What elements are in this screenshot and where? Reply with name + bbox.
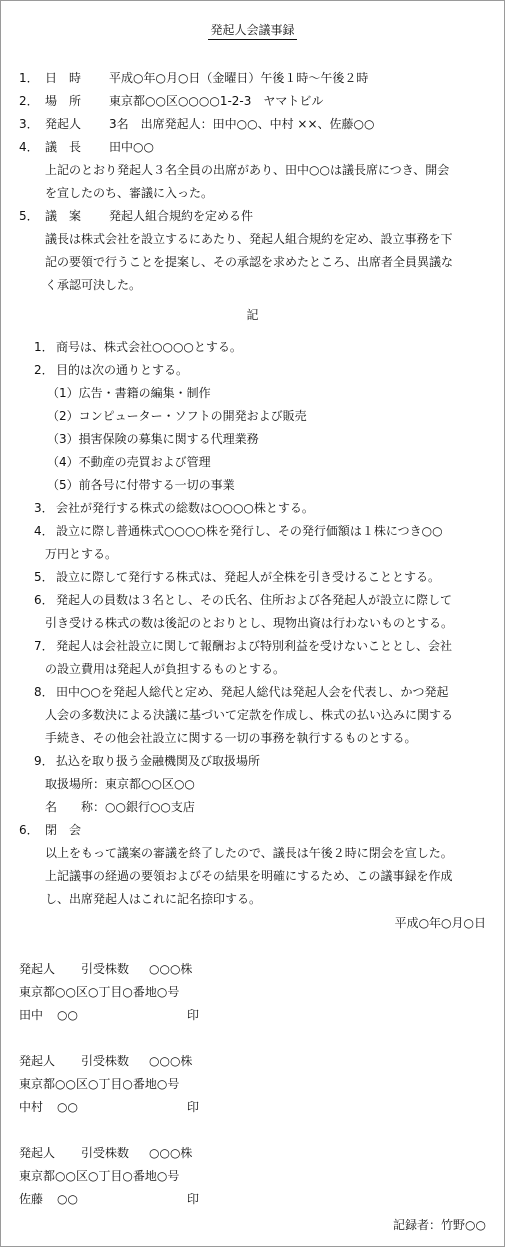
purpose-item: （4）不動産の売買および管理 <box>47 455 211 469</box>
bank-name: 名 称：○○銀行○○支店 <box>45 800 195 814</box>
signer-2-name-row: 中村 ○○ 印 <box>19 1096 209 1119</box>
closing-date: 平成○年○月○日 <box>394 916 486 930</box>
closing-text-line: 上記議事の経過の要領およびその結果を明確にするため、この議事録を作成 <box>45 869 453 883</box>
signer-2-address: 東京都○○区○丁目○番地○号 <box>19 1077 180 1091</box>
clause-8-cont: 人会の多数決による決議に基づいて定款を作成し、株式の払い込みに関する <box>45 708 454 722</box>
seal-mark: 印 <box>187 1192 200 1206</box>
bank-location: 取扱場所：東京都○○区○○ <box>45 777 195 791</box>
closing-text-line: 以上をもって議案の審議を終了したので、議長は午後２時に閉会を宣した。 <box>45 846 453 860</box>
signer-1-address: 東京都○○区○丁目○番地○号 <box>19 985 180 999</box>
document-page: 発起人会議事録 1． 日 時 平成○年○月○日（金曜日）午後１時～午後２時 2． 場 所 東京都○○区○○○○1-2-3 ヤマトビル 3． 発起人 3名 出席発起人：田中○○、中村 ××、佐藤○○ 4． 議 長 田中○○ 上記のとおり発起人３名全員の出席があり、田中○○は議長席につき、開会 を宣したのち、審議に入った。 5． 議 案 発起人組合規約を定める件 議長は株式会社を設立するにあたり、発起人組合規約を定め、設立事務を下 記の要領で行うことを提案し、その承認を求めたところ、出席者全員異議な く承認可決した。 記 1． 商号は、株式会社○○○○とする。 2． 目的は次の通りとする。 （1）広告・書籍の編集・制作 （2）コンピューター・ソフトの開発および販売 （3）損害保険の募集に関する代理業務 （4）不動産の売買および管理 （5）前各号に付帯する一切の事業 3． 会社が発行する株式の総数は○○○○株とする。 4． 設立に際し普通株式○○○○株を発行し、その発行価額は１株につき○○ 万円とする。 5． 設立に際して発行する株式は、発起人が全株を引き受けることとする。 6． 発起人の員数は３名とし、その氏名、住所および各発起人が設立に際して 引き受ける株式の数は後記のとおりとし、現物出資は行わないものとする。 7． 発起人は会社設立に関して報酬および特別利益を受けないこととし、会社 の設立費用は発起人が負担するものとする。 8． 田中○○を発起人総代と定め、発起人総代は発起人会を代表し、かつ発起 人会の多数決による決議に基づいて定款を作成し、株式の払い込みに関する 手続き、その他会社設立に関する一切の事務を執行するものとする。 9． 払込を取り扱う金融機関及び取扱場所 取扱場所：東京都○○区○○ 名 称：○○銀行○○支店 6． 閉 会 以上をもって議案の審議を終了したので、議長は午後２時に閉会を宣した。 上記議事の経過の要領およびその結果を明確にするため、この議事録を作成 し、出席発起人はこれに記名捺印する。 平成○年○月○日 発起人 引受株数 ○○○株 東京都○○区○丁目○番地○号 田中 ○○ 印 発起人 引受株数 ○○○株 東京都○○区○丁目○番地○号 中村 ○○ 印 発起人 引受株数 ○○○株 東京都○○区○丁目○番地○号 佐藤 ○○ 印 記録者：竹野○○ <box>0 0 505 1247</box>
recorder: 記録者：竹野○○ <box>393 1218 486 1232</box>
clause-4-cont: 万円とする。 <box>45 547 118 561</box>
purpose-item: （1）広告・書籍の編集・制作 <box>47 386 211 400</box>
signer-3-role-row: 発起人 引受株数 ○○○株 <box>19 1146 193 1160</box>
signer-3-address: 東京都○○区○丁目○番地○号 <box>19 1169 180 1183</box>
closing-text-line: し、出席発起人はこれに記名捺印する。 <box>45 892 262 906</box>
signer-1-name-row: 田中 ○○ 印 <box>19 1004 209 1027</box>
item5-text-line: 記の要領で行うことを提案し、その承認を求めたところ、出席者全員異議な <box>45 255 454 269</box>
clause-7-cont: の設立費用は発起人が負担するものとする。 <box>45 662 286 676</box>
document-title: 発起人会議事録 <box>1 19 504 42</box>
clause-8-cont: 手続き、その他会社設立に関する一切の事務を執行するものとする。 <box>45 731 417 745</box>
item4-text-line: を宣したのち、審議に入った。 <box>45 186 214 200</box>
clause-6-cont: 引き受ける株式の数は後記のとおりとし、現物出資は行わないものとする。 <box>45 616 454 630</box>
ki-heading: 記 <box>246 308 259 322</box>
seal-mark: 印 <box>187 1008 200 1022</box>
signer-3-name-row: 佐藤 ○○ 印 <box>19 1188 209 1211</box>
item5-text-line: 議長は株式会社を設立するにあたり、発起人組合規約を定め、設立事務を下 <box>45 232 453 246</box>
signer-1-role-row: 発起人 引受株数 ○○○株 <box>19 962 193 976</box>
purpose-item: （5）前各号に付帯する一切の事業 <box>47 478 235 492</box>
item5-text-line: く承認可決した。 <box>45 278 142 292</box>
signer-2-role-row: 発起人 引受株数 ○○○株 <box>19 1054 193 1068</box>
seal-mark: 印 <box>187 1100 200 1114</box>
item4-text-line: 上記のとおり発起人３名全員の出席があり、田中○○は議長席につき、開会 <box>45 163 450 177</box>
purpose-item: （2）コンピューター・ソフトの開発および販売 <box>47 409 307 423</box>
purpose-item: （3）損害保険の募集に関する代理業務 <box>47 432 259 446</box>
